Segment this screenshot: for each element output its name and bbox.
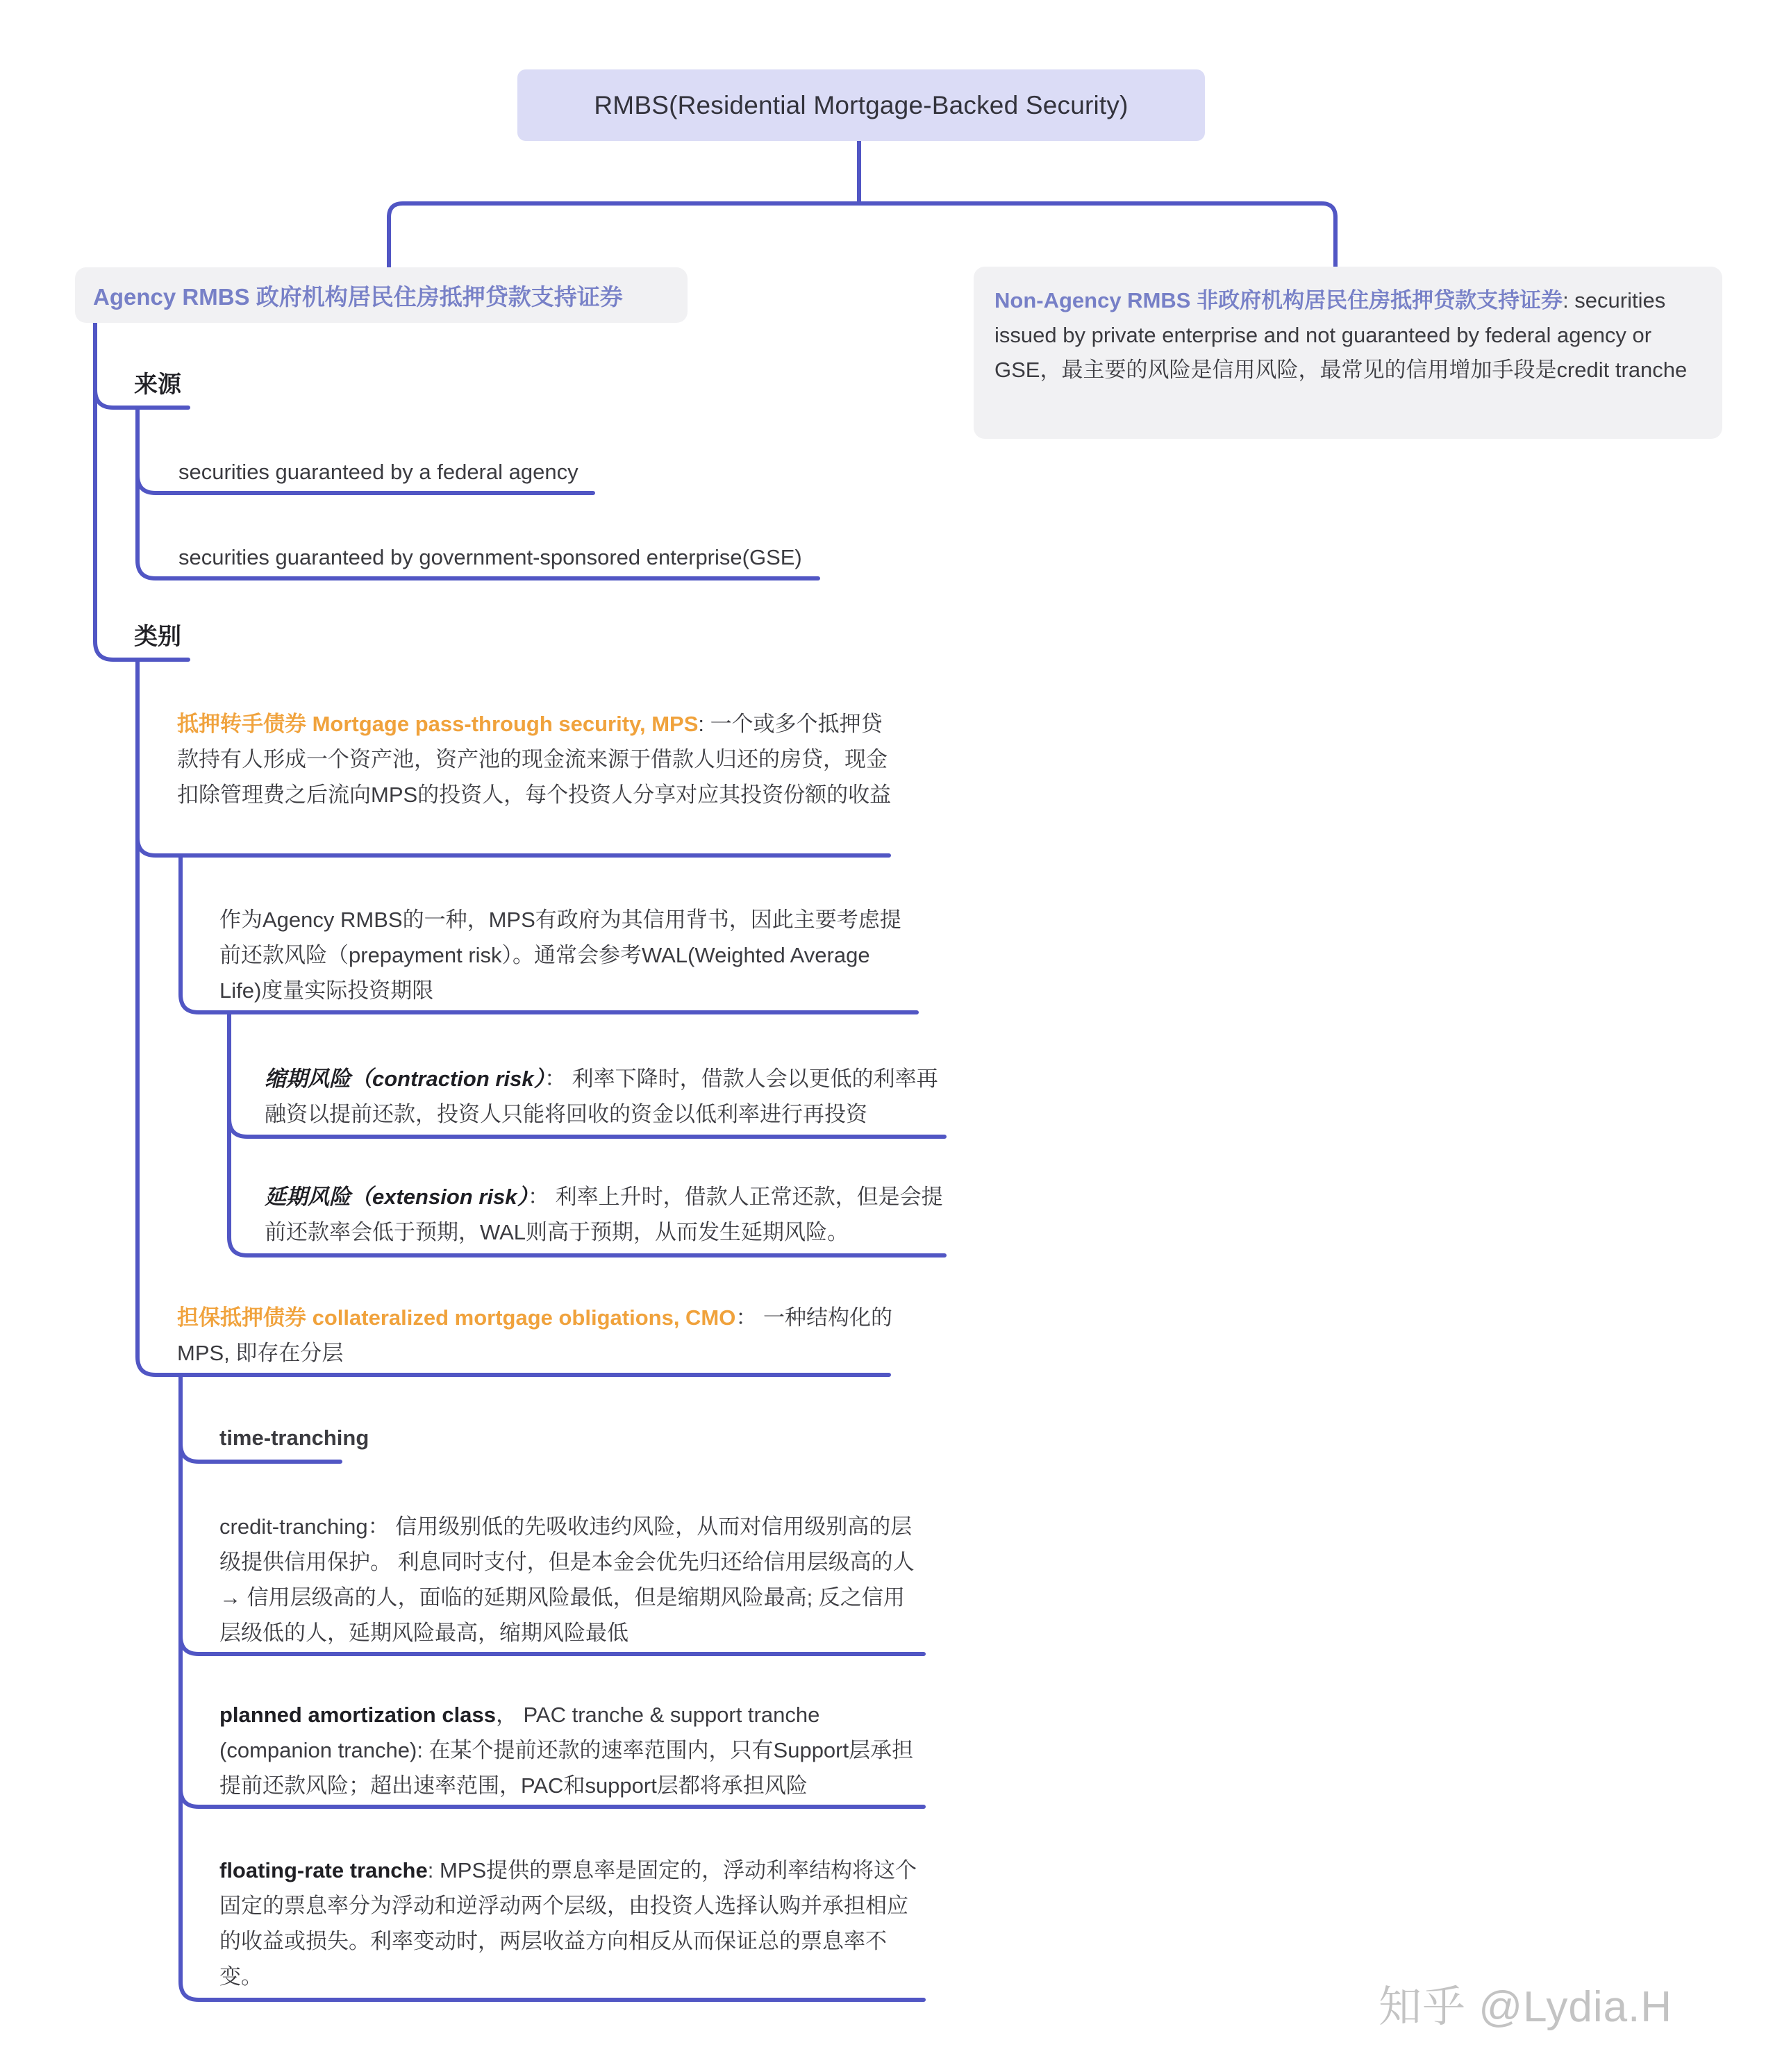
time-tranching-text: time-tranching <box>219 1426 369 1450</box>
federal-agency-text: securities guaranteed by a federal agency <box>178 460 578 484</box>
topic-time-tranching[interactable] <box>219 1420 369 1455</box>
cmo-rest: ： 一种结构化的MPS, 即存在分层 <box>177 1305 892 1365</box>
topic-floating-rate[interactable] <box>219 1853 924 1994</box>
floating-rest: : MPS提供的票息率是固定的，浮动利率结构将这个固定的票息率分为浮动和逆浮动两个层级，由投资人选择认购并承担相应的收益或损失。利率变动时，两层收益方向相反从而保证总的票息率不变。 <box>219 1858 917 1989</box>
root-topic-label: RMBS(Residential Mortgage-Backed Security) <box>594 90 1129 119</box>
credit-tranching-text: credit-tranching： 信用级别低的先吸收违约风险，从而对信用级别高的层级提供信用保护。 利息同时支付，但是本金会优先归还给信用层级高的人→ 信用层级高的人，面临的延期风险最低，但是缩期风险最高; 反之信用层级低的人，延期风险最高，缩期风险最低 <box>219 1514 915 1645</box>
agency-title: Agency RMBS 政府机构居民住房抵押贷款支持证券 <box>93 283 623 310</box>
topic-category[interactable] <box>134 620 181 653</box>
floating-lead: floating-rate tranche <box>219 1858 428 1882</box>
contraction-rest: ： 利率下降时，借款人会以更低的利率再融资以提前还款，投资人只能将回收的资金以低利率进行再投资 <box>265 1067 938 1126</box>
topic-non-agency-rmbs[interactable] <box>974 267 1722 439</box>
topic-pac[interactable] <box>219 1697 924 1803</box>
non-agency-rest: : securities issued by private enterprise and not guaranteed by federal agency or GSE，最主要的风险是信用风险，最常见的信用增加手段是credit tranche <box>994 288 1688 382</box>
topic-credit-tranching[interactable] <box>219 1509 924 1651</box>
mps-rest: : 一个或多个抵押贷款持有人形成一个资产池，资产池的现金流来源于借款人归还的房贷，现金扣除管理费之后流向MPS的投资人，每个投资人分享对应其投资份额的收益 <box>177 712 892 807</box>
root-topic-rmbs[interactable] <box>517 69 1205 141</box>
watermark-text: 知乎 @Lydia.H <box>1379 1983 1673 2031</box>
topic-extension-risk[interactable] <box>265 1179 952 1250</box>
topic-cmo[interactable] <box>177 1300 899 1371</box>
gse-text: securities guaranteed by government-sponsored enterprise(GSE) <box>178 545 802 569</box>
topic-mps[interactable] <box>177 706 899 812</box>
source-label: 来源 <box>134 371 181 398</box>
topic-federal-agency[interactable] <box>178 454 623 490</box>
mps-lead: 抵押转手债券 Mortgage pass-through security, MPS <box>177 712 699 736</box>
topic-contraction-risk[interactable] <box>265 1061 952 1132</box>
topic-gse[interactable] <box>178 540 845 575</box>
pac-lead: planned amortization class <box>219 1703 496 1727</box>
pac-rest: ， PAC tranche & support tranche (companion tranche): 在某个提前还款的速率范围内，只有Support层承担提前还款风险；超出速率范围，PAC和support层都将承担风险 <box>219 1703 914 1798</box>
topic-agency-rmbs[interactable] <box>75 267 688 323</box>
wal-note-text: 作为Agency RMBS的一种，MPS有政府为其信用背书，因此主要考虑提前还款风险（prepayment risk）。通常会参考WAL(Weighted Average Life)度量实际投资期限 <box>219 908 901 1003</box>
contraction-lead: 缩期风险（contraction risk） <box>265 1067 545 1091</box>
topic-wal-note[interactable] <box>219 902 914 1008</box>
non-agency-lead: Non-Agency RMBS 非政府机构居民住房抵押贷款支持证券 <box>994 288 1563 312</box>
cmo-lead: 担保抵押债券 collateralized mortgage obligations, CMO <box>177 1305 736 1330</box>
category-label: 类别 <box>134 624 181 650</box>
topic-source[interactable] <box>134 368 181 401</box>
extension-rest: ： 利率上升时，借款人正常还款，但是会提前还款率会低于预期，WAL则高于预期，从而发生延期风险。 <box>265 1185 943 1244</box>
zhihu-watermark <box>1379 1972 1672 2034</box>
extension-lead: 延期风险（extension risk） <box>265 1185 528 1209</box>
